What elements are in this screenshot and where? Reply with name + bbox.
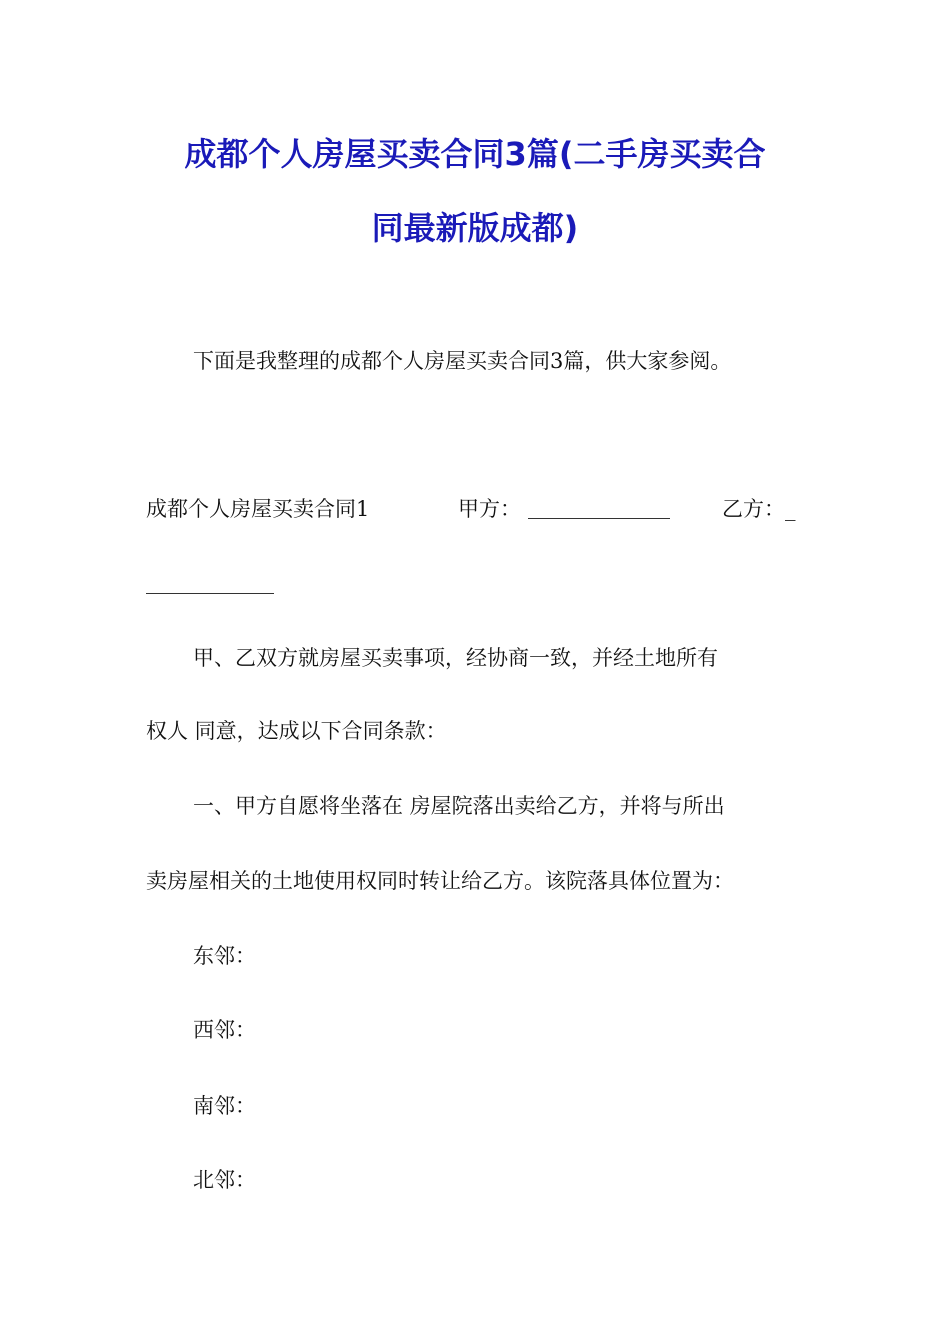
clause-one-line-2: 卖房屋相关的土地使用权同时转让给乙方。该院落具体位置为： xyxy=(146,869,734,893)
west-neighbor-label: 西邻： xyxy=(193,1018,256,1042)
intro-paragraph: 下面是我整理的成都个人房屋买卖合同3篇，供大家参阅。 xyxy=(193,349,732,373)
north-neighbor-label: 北邻： xyxy=(193,1168,256,1192)
party-a-blank xyxy=(528,500,670,519)
party-a-label: 甲方： xyxy=(458,497,521,521)
document-title-line-2: 同最新版成都) xyxy=(371,209,579,247)
clause-intro-line-2: 权人 同意，达成以下合同条款： xyxy=(146,719,447,743)
clause-one-line-1: 一、甲方自愿将坐落在 房屋院落出卖给乙方，并将与所出 xyxy=(193,794,725,818)
contract-name: 成都个人房屋买卖合同1 xyxy=(146,497,370,521)
party-b-label: 乙方：_ xyxy=(722,497,796,521)
clause-intro-line-1: 甲、乙双方就房屋买卖事项，经协商一致，并经土地所有 xyxy=(193,646,718,670)
document-title-line-1: 成都个人房屋买卖合同3篇(二手房买卖合 xyxy=(184,135,766,173)
south-neighbor-label: 南邻： xyxy=(193,1094,256,1118)
party-b-blank-continued xyxy=(146,575,274,594)
east-neighbor-label: 东邻： xyxy=(193,944,256,968)
